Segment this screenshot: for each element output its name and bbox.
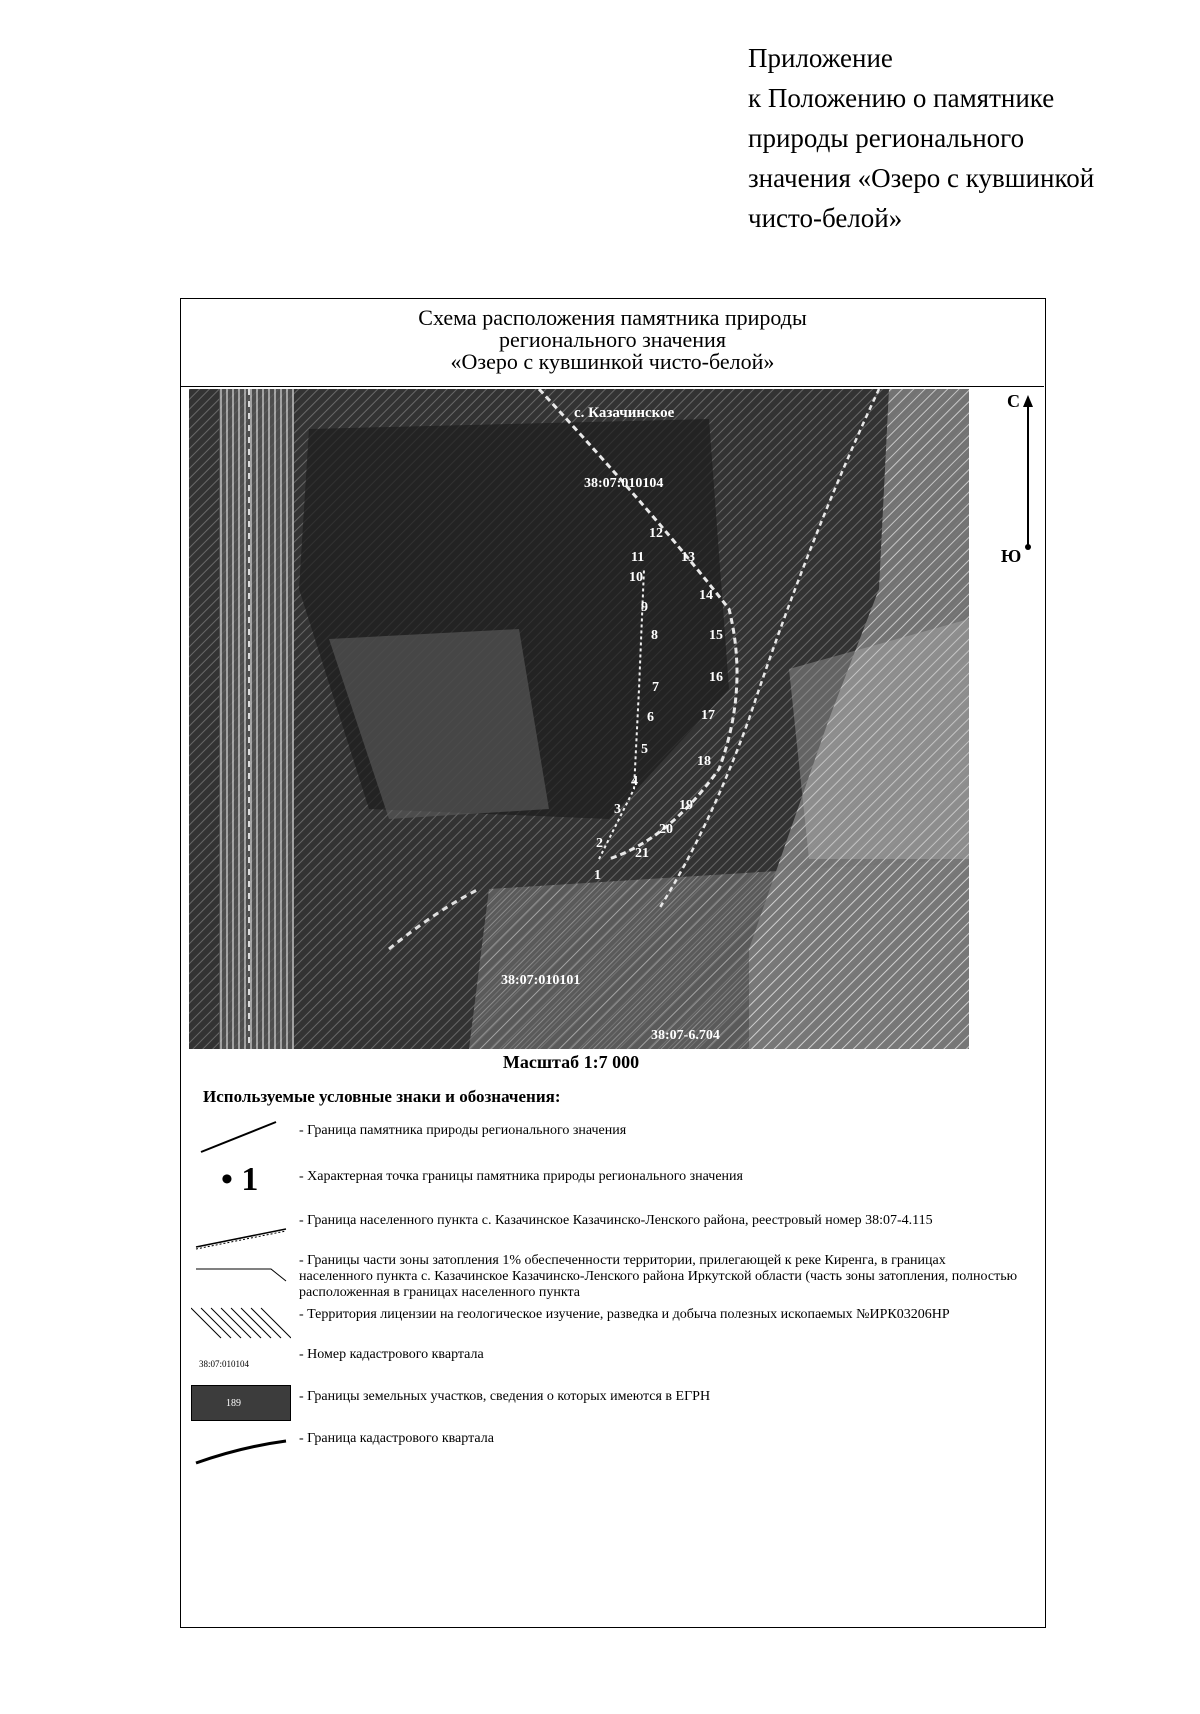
legend-item-text: - Границы части зоны затопления 1% обеспеченности территории, прилегающей к реке Киренга, в границах населенного пункта с. Казачинское Казачинско-Ленского района Иркутской области (часть зоны затопления, полностью расположенная в границах населенного пункта <box>299 1253 1018 1300</box>
license-territory-symbol <box>191 1303 291 1343</box>
settlement-boundary-symbol <box>191 1211 291 1251</box>
legend-item-text: - Граница населенного пункта с. Казачинское Казачинско-Ленского района, реестровый номер 38:07-4.115 <box>299 1213 933 1228</box>
cadastral-quarter-boundary-symbol <box>191 1427 291 1467</box>
legend-item-text: - Территория лицензии на геологическое изучение, разведка и добыча полезных ископаемых №ИРК03206НР <box>299 1307 950 1322</box>
map-settlement-label: с. Казачинское <box>574 405 675 421</box>
scheme-title-line: регионального значения <box>499 327 726 352</box>
compass-north-label: С <box>1007 391 1020 411</box>
map-scale: Масштаб 1:7 000 <box>502 1052 640 1072</box>
boundary-point-label: 7 <box>652 680 659 695</box>
boundary-point-label: 5 <box>641 742 648 757</box>
legend-title: Используемые условные знаки и обозначения: <box>203 1087 561 1106</box>
flood-zone-boundary-symbol <box>191 1251 291 1291</box>
boundary-point-label: 4 <box>631 774 638 789</box>
appendix-heading <box>748 38 1168 238</box>
boundary-point-label: 20 <box>659 822 673 837</box>
monument-boundary-symbol <box>191 1117 291 1157</box>
scheme-title-line: Схема расположения памятника природы <box>418 305 807 330</box>
legend-item-text: - Граница кадастрового квартала <box>299 1431 494 1446</box>
scheme-title <box>181 299 1044 387</box>
appendix-line: природы регионального <box>748 123 1025 153</box>
boundary-point-label: 8 <box>651 628 658 643</box>
appendix-line: значения «Озеро с кувшинкой <box>748 163 1095 193</box>
appendix-line: чисто-белой» <box>748 203 903 233</box>
compass-south-label: Ю <box>1001 546 1022 566</box>
appendix-line: Приложение <box>748 43 893 73</box>
land-plot-symbol <box>191 1385 291 1421</box>
land-plot-symbol-label: 189 <box>226 1398 241 1409</box>
boundary-point-label: 3 <box>614 802 621 817</box>
boundary-point-label: 13 <box>681 550 695 565</box>
boundary-point-label: 6 <box>647 710 654 725</box>
map-quarter-label: 38:07:010101 <box>501 973 581 988</box>
legend-item-text: - Номер кадастрового квартала <box>299 1347 484 1362</box>
map-quarter-label: 38:07-6.704 <box>651 1028 720 1043</box>
boundary-point-label: 12 <box>649 526 663 541</box>
boundary-point-label: 9 <box>641 600 648 615</box>
boundary-point-label: 19 <box>679 798 693 813</box>
boundary-point-label: 17 <box>701 708 715 723</box>
boundary-point-label: 10 <box>629 570 643 585</box>
boundary-point-label: 16 <box>709 670 723 685</box>
boundary-point-label: 21 <box>635 846 649 861</box>
legend-item-text: - Граница памятника природы регионального значения <box>299 1123 627 1138</box>
satellite-map <box>189 389 969 1049</box>
compass <box>1001 391 1041 581</box>
appendix-line: к Положению о памятнике <box>748 83 1055 113</box>
scheme-frame <box>180 298 1046 1628</box>
legend-item-text: - Характерная точка границы памятника природы регионального значения <box>299 1169 743 1184</box>
map-quarter-label: 38:07:010104 <box>584 476 664 491</box>
boundary-point-label: 11 <box>631 550 645 565</box>
boundary-point-label: 1 <box>594 868 601 883</box>
scheme-title-line: «Озеро с кувшинкой чисто-белой» <box>450 349 775 374</box>
legend-item-text: - Границы земельных участков, сведения о которых имеются в ЕГРН <box>299 1389 711 1404</box>
boundary-point-label: 14 <box>699 588 713 603</box>
boundary-point-label: 15 <box>709 628 723 643</box>
boundary-point-label: 18 <box>697 754 711 769</box>
north-arrow-icon <box>1021 395 1035 555</box>
quarter-number-symbol: 38:07:010104 <box>199 1359 250 1369</box>
boundary-point-label: 2 <box>596 836 603 851</box>
boundary-point-symbol: • 1 <box>221 1161 259 1198</box>
